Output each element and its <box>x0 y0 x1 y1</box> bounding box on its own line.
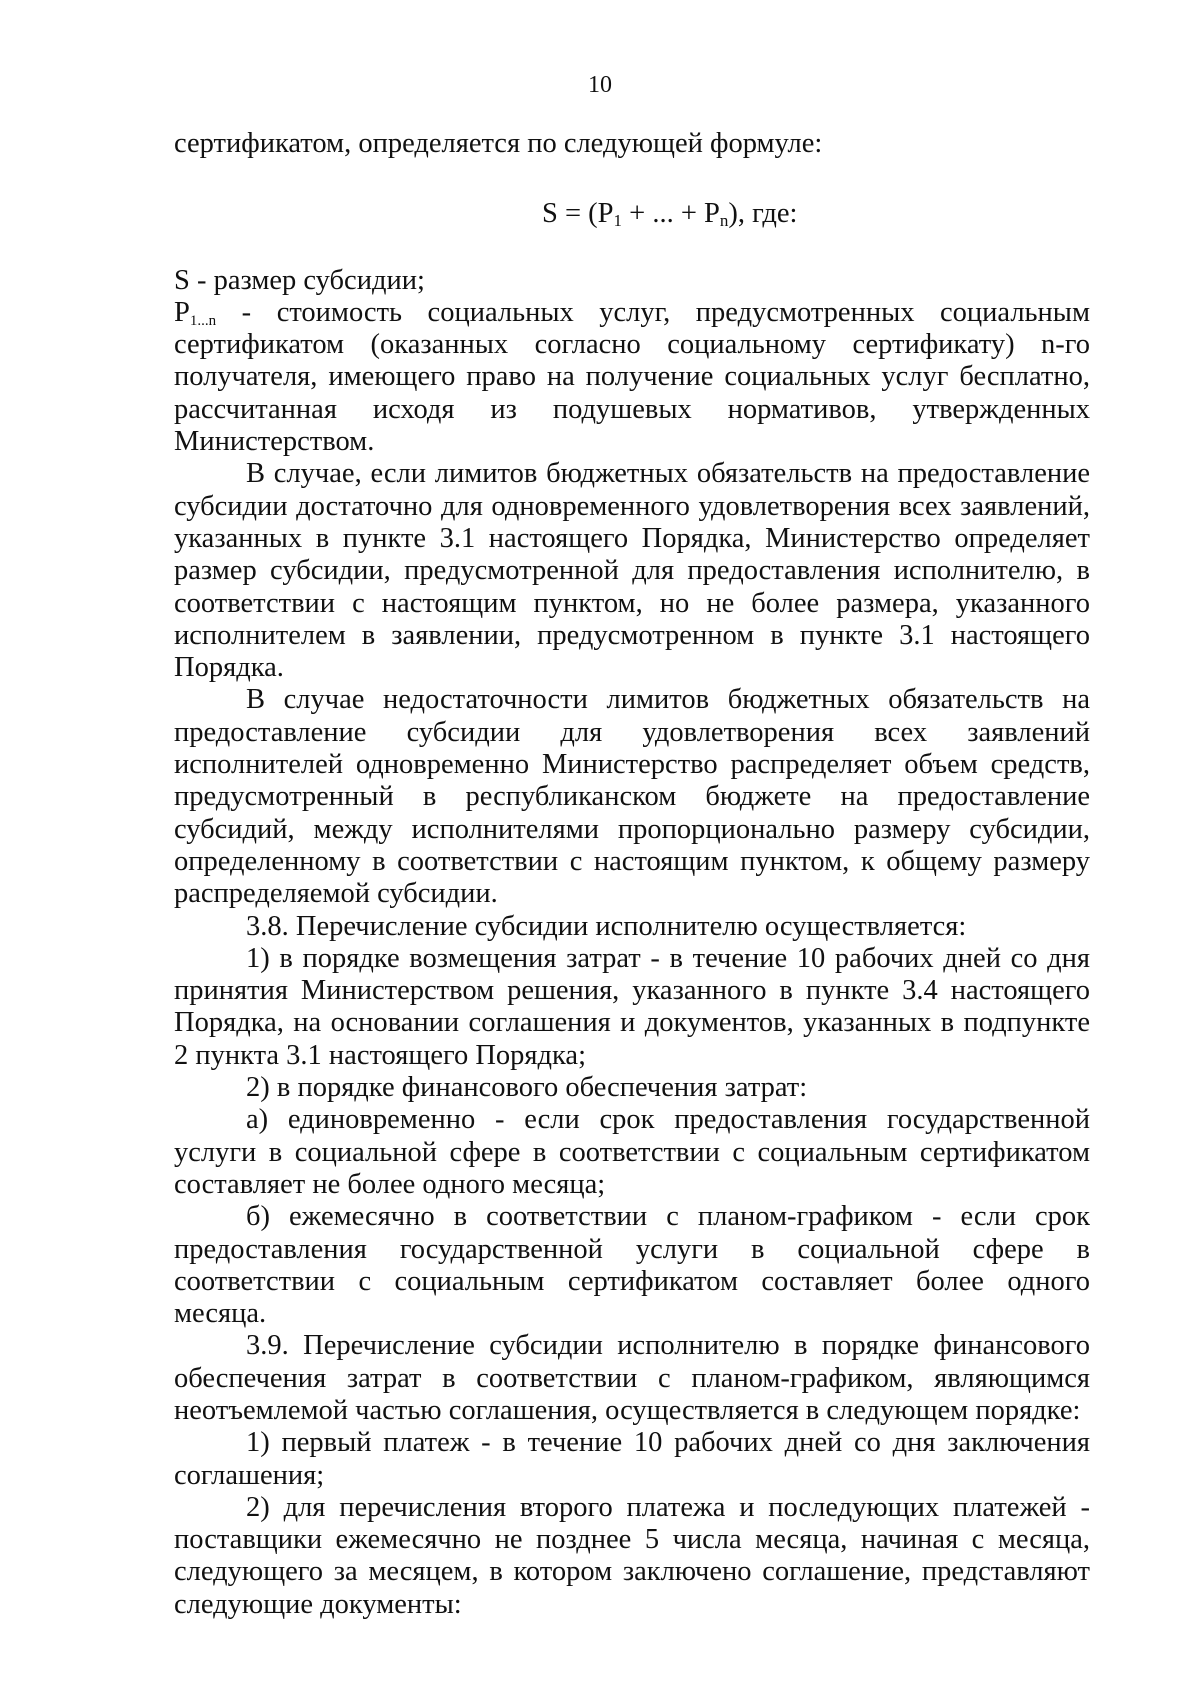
list-item: 1) первый платеж - в течение 10 рабочих дней со дня заключения соглашения; <box>174 1427 1090 1491</box>
definition-subscript: 1...n <box>189 312 217 329</box>
formula <box>174 198 1090 230</box>
formula-part: S = (P <box>542 198 614 230</box>
document-body <box>174 128 1090 1621</box>
intro-line: сертификатом, определяется по следующей формуле: <box>174 128 823 159</box>
formula-part: + ... + P <box>622 198 720 230</box>
list-item: 1) в порядке возмещения затрат - в течение 10 рабочих дней со дня принятия Министерством решения, указанного в пункте 3.4 настоящего Порядка, на основании соглашения и документов, указанных в подпункте 2 пункта 3.1 настоящего Порядка; <box>174 942 1090 1071</box>
section-heading: 3.8. Перечисление субсидии исполнителю осуществляется: <box>246 910 967 942</box>
list-item: 2) для перечисления второго платежа и последующих платежей - поставщики ежемесячно не позднее 5 числа месяца, начиная с месяца, следующего за месяцем, в котором заключено соглашение, представляют следующие документы: <box>174 1491 1090 1620</box>
definition-s: S - размер субсидии; <box>174 264 425 296</box>
paragraph: В случае, если лимитов бюджетных обязательств на предоставление субсидии достаточно для одновременного удовлетворения всех заявлений, указанных в пункте 3.1 настоящего Порядка, Министерство определяет размер субсидии, предусмотренной для предоставления исполнителю, в соответствии с настоящим пунктом, но не более размера, указанного исполнителем в заявлении, предусмотренном в пункте 3.1 настоящего Порядка. <box>174 458 1090 684</box>
list-item: б) ежемесячно в соответствии с планом-графиком - если срок предоставления государственной услуги в социальной сфере в соответствии с социальным сертификатом составляет более одного месяца. <box>174 1201 1090 1330</box>
definition-symbol: P <box>174 296 190 328</box>
section-heading: 3.9. Перечисление субсидии исполнителю в порядке финансового обеспечения затрат в соответствии с планом-графиком, являющимся неотъемлемой частью соглашения, осуществляется в следующем порядке: <box>174 1330 1090 1426</box>
formula-subscript: 1 <box>613 211 623 231</box>
definition-text: - стоимость социальных услуг, предусмотренных социальным сертификатом (оказанных согласно социальному сертификату) n-го получателя, имеющего право на получение социальных услуг бесплатно, рассчитанная исходя из подушевых нормативов, утвержденных Министерством. <box>174 296 1090 458</box>
formula-subscript: n <box>719 211 729 231</box>
formula-part: ), где: <box>728 198 798 230</box>
paragraph: В случае недостаточности лимитов бюджетных обязательств на предоставление субсидии для удовлетворения всех заявлений исполнителей одновременно Министерство распределяет объем средств, предусмотренный в республиканском бюджете на предоставление субсидий, между исполнителями пропорционально размеру субсидии, определенному в соответствии с настоящим пунктом, к общему размеру распределяемой субсидии. <box>174 684 1090 910</box>
list-item: а) единовременно - если срок предоставления государственной услуги в социальной сфере в соответствии с социальным сертификатом составляет не более одного месяца; <box>174 1104 1090 1200</box>
list-item: 2) в порядке финансового обеспечения затрат: <box>246 1072 808 1104</box>
definition-p <box>174 297 1090 458</box>
page-number: 10 <box>588 72 612 98</box>
